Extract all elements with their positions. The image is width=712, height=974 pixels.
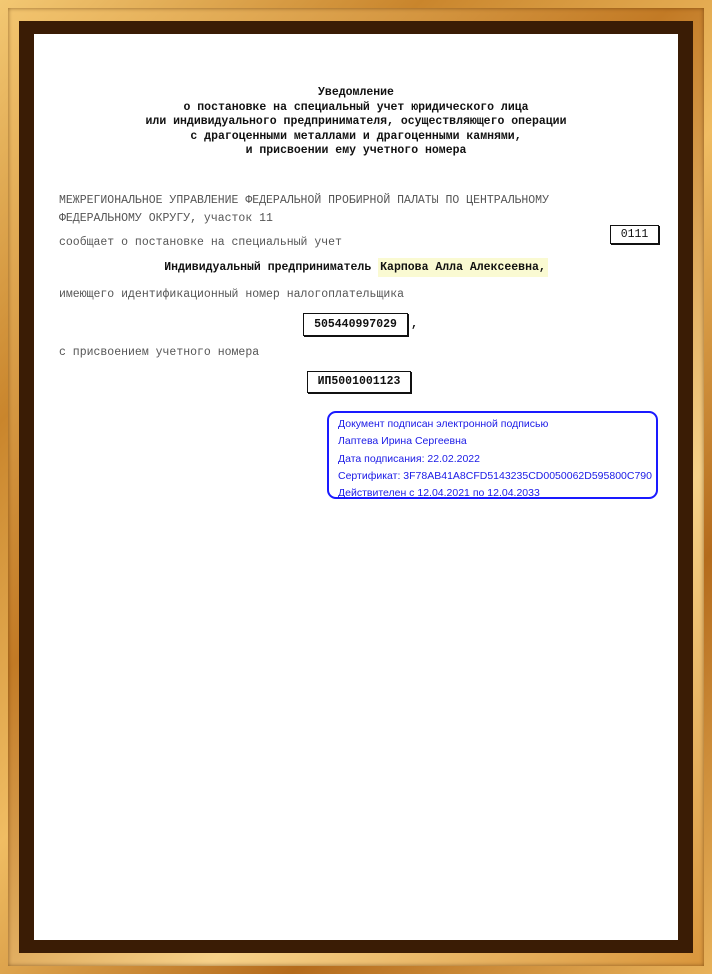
code-box: 0111 [610,225,659,244]
title-line-5: и присвоении ему учетного номера [245,144,467,158]
electronic-signature-stamp [327,411,658,499]
entrepreneur-name: Карпова Алла Алексеевна, [378,258,548,277]
title-line-2: о постановке на специальный учет юридического лица [183,100,529,114]
signature-title: Документ подписан электронной подписью [338,418,549,430]
registration-number-box: ИП5001001123 [307,371,411,393]
inn-comma: , [411,318,418,331]
entrepreneur-line [34,261,678,274]
organization-line-2: ФЕДЕРАЛЬНОМУ ОКРУГУ, участок 11 [59,211,273,225]
inn-label: имеющего идентификационный номер налогоплательщика [59,288,405,301]
document-title [34,86,678,159]
signature-date: Дата подписания: 22.02.2022 [338,452,480,465]
document-page [34,34,678,940]
title-line-3: или индивидуального предпринимателя, осуществляющего операции [145,115,567,129]
signature-validity: Действителен с 12.04.2021 по 12.04.2033 [338,487,540,500]
signature-certificate: Сертификат: 3F78AB41A8CFD5143235CD0050062D595800C790 [338,469,652,482]
title-line-1: Уведомление [318,86,394,99]
inn-box: 505440997029 [303,313,408,336]
entrepreneur-label: Индивидуальный предприниматель [164,261,372,274]
signature-signer: Лаптева Ирина Сергеевна [338,435,467,448]
organization-name [59,192,549,227]
reports-text: сообщает о постановке на специальный учет [59,236,342,249]
organization-line-1: МЕЖРЕГИОНАЛЬНОЕ УПРАВЛЕНИЕ ФЕДЕРАЛЬНОЙ ПРОБИРНОЙ ПАЛАТЫ ПО ЦЕНТРАЛЬНОМУ [59,194,549,207]
registration-label: с присвоением учетного номера [59,346,260,359]
title-line-4: с драгоценными металлами и драгоценными камнями, [190,129,522,143]
